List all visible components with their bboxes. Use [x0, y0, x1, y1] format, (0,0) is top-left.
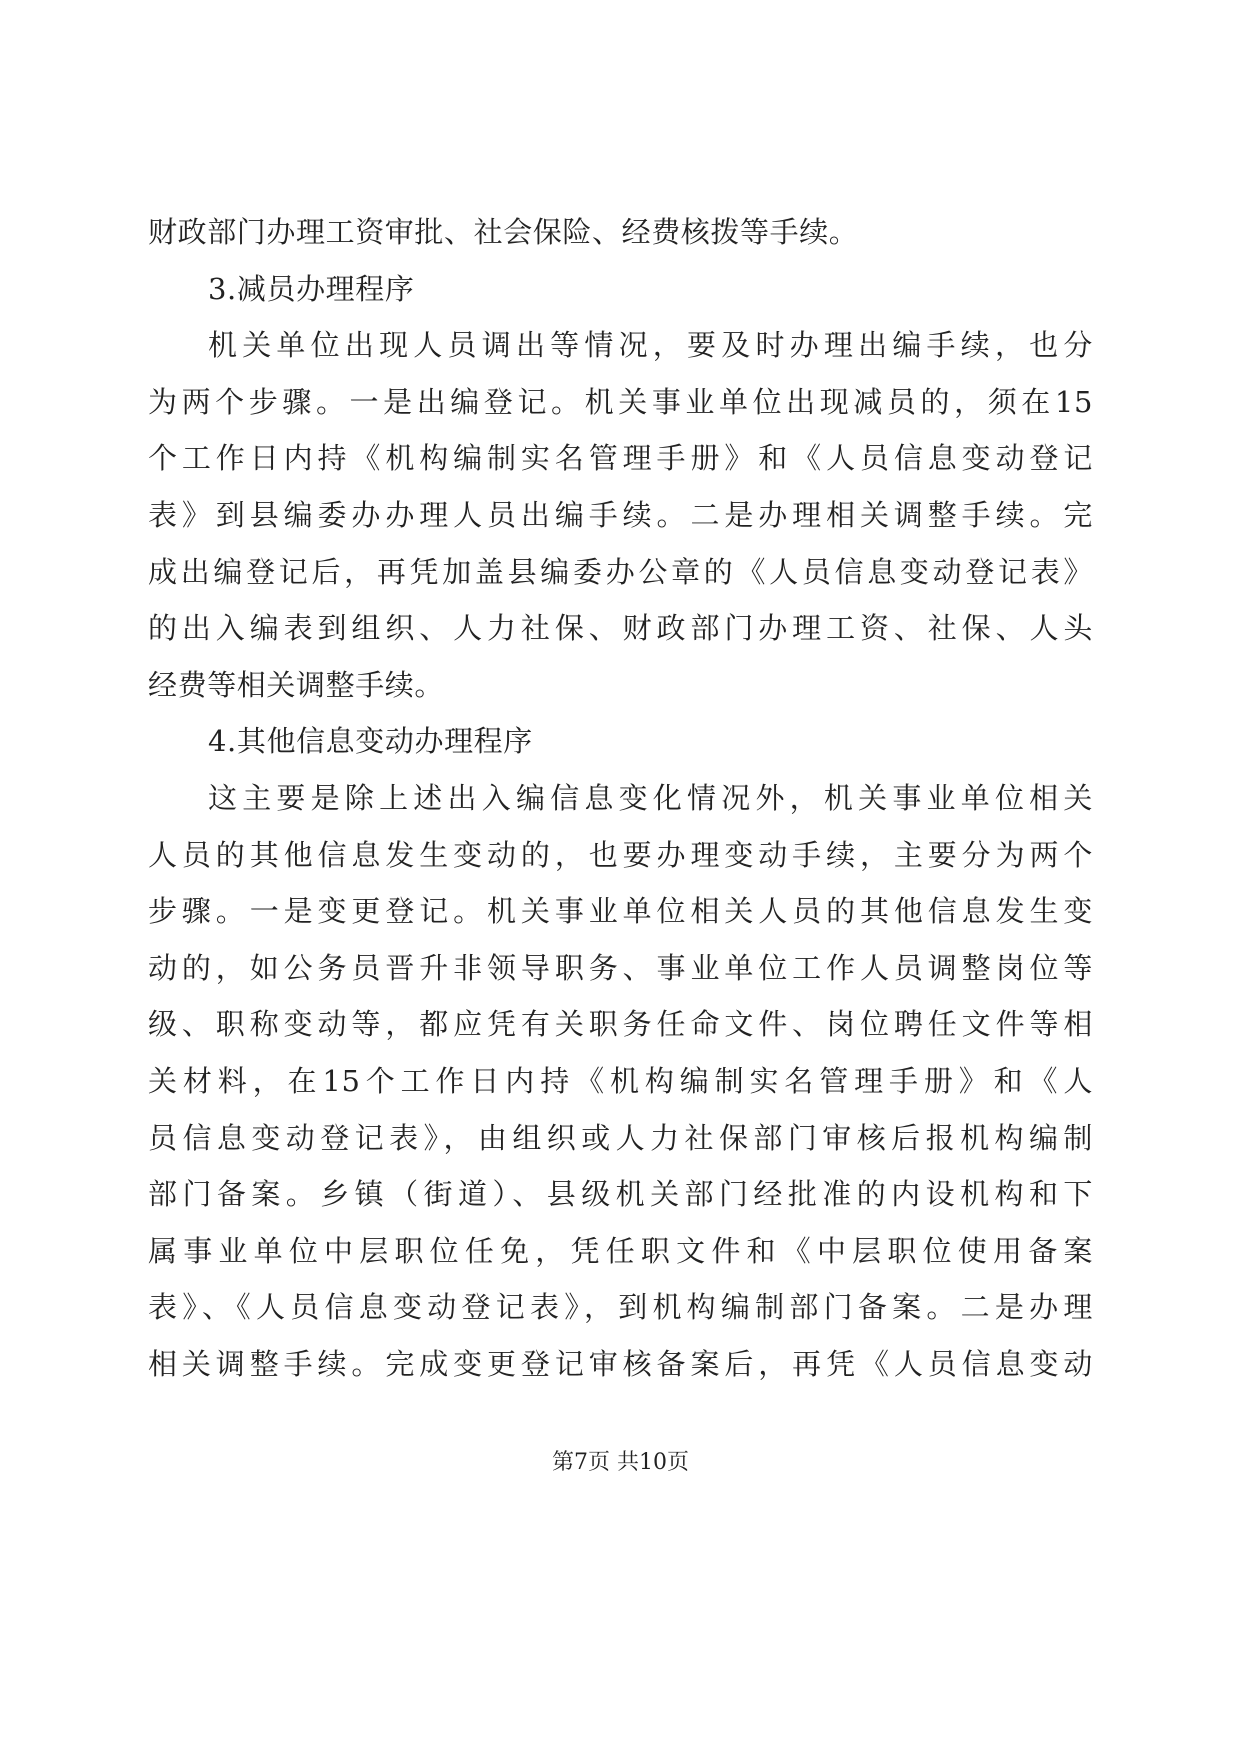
text-line: 关材料，在15个工作日内持《机构编制实名管理手册》和《人: [148, 1063, 1093, 1098]
paragraph: [148, 770, 1093, 1393]
section-reduction-procedure: [148, 261, 1093, 714]
text-line: 成出编登记后，再凭加盖县编委办公章的《人员信息变动登记表》: [148, 554, 1093, 589]
text-line: 为两个步骤。一是出编登记。机关事业单位出现减员的，须在15: [148, 384, 1093, 419]
section-other-info-change-procedure: [148, 713, 1093, 1392]
text-line: 的出入编表到组织、人力社保、财政部门办理工资、社保、人头: [148, 611, 1093, 646]
text-line: 表》到县编委办办理人员出编手续。二是办理相关调整手续。完: [148, 497, 1093, 532]
paragraph: [148, 317, 1093, 713]
text-line: 机关单位出现人员调出等情况，要及时办理出编手续，也分: [208, 328, 1093, 363]
text-line: 相关调整手续。完成变更登记审核备案后，再凭《人员信息变动: [148, 1346, 1093, 1381]
text-line: 步骤。一是变更登记。机关事业单位相关人员的其他信息发生变: [148, 894, 1093, 929]
section-heading: 3.减员办理程序: [208, 271, 415, 306]
text-line: 财政部门办理工资审批、社会保险、经费核拨等手续。: [148, 215, 859, 249]
text-line: 表》、《人员信息变动登记表》，到机构编制部门备案。二是办理: [148, 1290, 1093, 1325]
page-number: 第7页 共10页: [552, 1450, 689, 1475]
page-footer: [0, 1446, 1241, 1480]
text-line: 动的，如公务员晋升非领导职务、事业单位工作人员调整岗位等: [148, 950, 1093, 985]
text-line: 个工作日内持《机构编制实名管理手册》和《人员信息变动登记: [148, 441, 1093, 476]
text-line: 经费等相关调整手续。: [148, 667, 445, 702]
page-body: [148, 204, 1093, 1392]
text-line: 级、职称变动等，都应凭有关职务任命文件、岗位聘任文件等相: [148, 1007, 1093, 1042]
text-line: 部门备案。乡镇（街道）、县级机关部门经批准的内设机构和下: [148, 1177, 1093, 1212]
text-line: 这主要是除上述出入编信息变化情况外，机关事业单位相关: [208, 780, 1093, 815]
text-line: 人员的其他信息发生变动的，也要办理变动手续，主要分为两个: [148, 837, 1093, 872]
section-heading: 4.其他信息变动办理程序: [208, 724, 533, 759]
text-line: 属事业单位中层职位任免，凭任职文件和《中层职位使用备案: [148, 1233, 1093, 1268]
carryover-paragraph: [148, 204, 1093, 261]
text-line: 员信息变动登记表》，由组织或人力社保部门审核后报机构编制: [148, 1120, 1093, 1155]
